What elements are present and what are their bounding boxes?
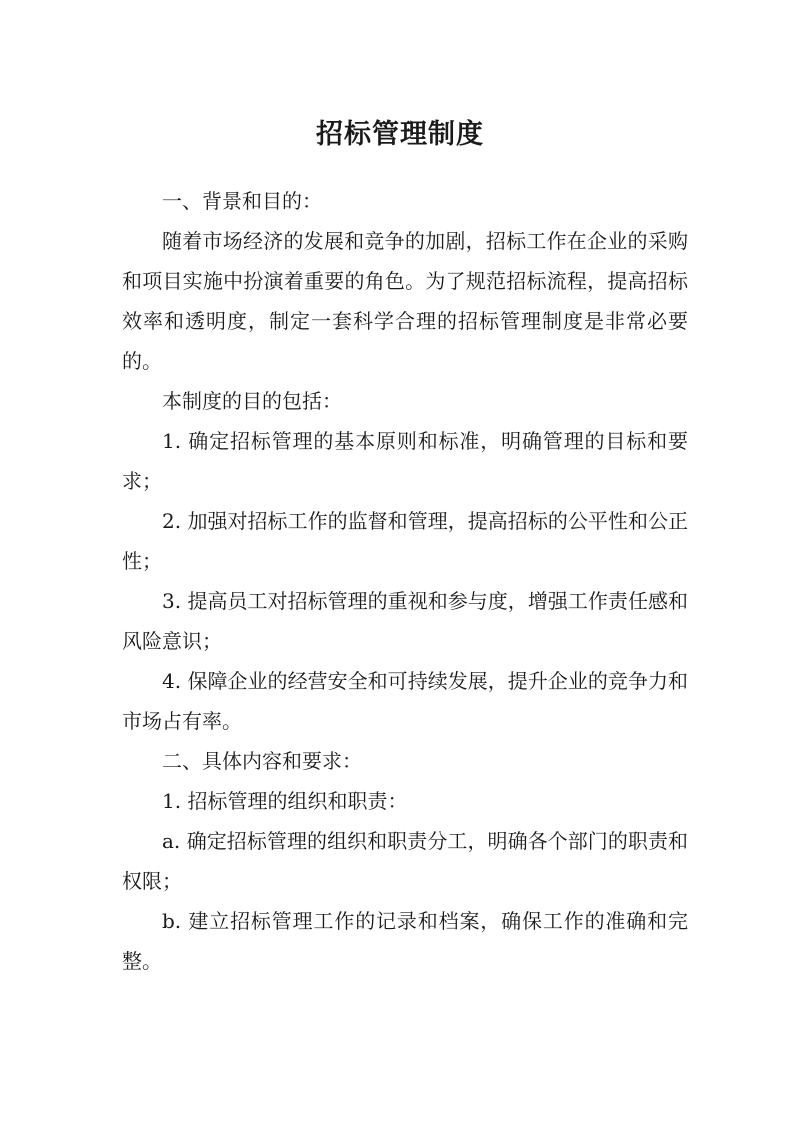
content-subitem-b: b. 建立招标管理工作的记录和档案，确保工作的准确和完整。 — [122, 909, 688, 973]
section-heading-background: 一、背景和目的： — [162, 189, 322, 213]
purpose-item-4: 4. 保障企业的经营安全和可持续发展，提升企业的竞争力和市场占有率。 — [122, 669, 688, 733]
document-title: 招标管理制度 — [316, 119, 484, 151]
content-item-1: 1. 招标管理的组织和职责： — [162, 789, 408, 813]
background-paragraph: 随着市场经济的发展和竞争的加剧，招标工作在企业的采购和项目实施中扮演着重要的角色。为了规范招标流程，提高招标效率和透明度，制定一套科学合理的招标管理制度是非常必要的。 — [122, 229, 688, 373]
purpose-item-2: 2. 加强对招标工作的监督和管理，提高招标的公平性和公正性； — [122, 509, 688, 573]
purpose-item-1: 1. 确定招标管理的基本原则和标准，明确管理的目标和要求； — [122, 429, 688, 493]
document-body — [122, 181, 688, 981]
purpose-intro: 本制度的目的包括： — [162, 389, 342, 413]
content-subitem-a: a. 确定招标管理的组织和职责分工，明确各个部门的职责和权限； — [122, 829, 688, 893]
purpose-item-3: 3. 提高员工对招标管理的重视和参与度，增强工作责任感和风险意识； — [122, 589, 688, 653]
section-heading-content: 二、具体内容和要求： — [162, 749, 362, 773]
